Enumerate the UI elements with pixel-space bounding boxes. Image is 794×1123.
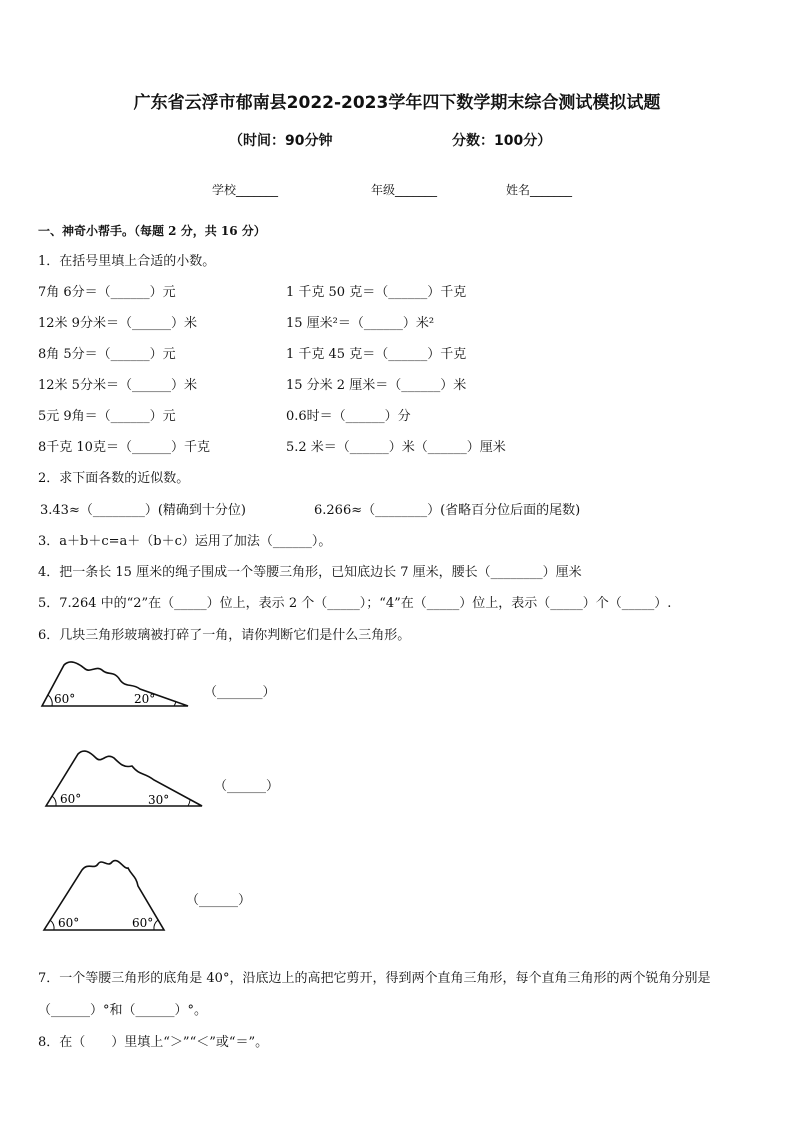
question-7-answers[interactable]: （______）°和（______）°。 [38, 1003, 208, 1018]
angle-label: 20° [134, 692, 156, 706]
q2-item-b[interactable]: 6.266≈（________）(省略百分位后面的尾数) [314, 503, 581, 518]
q1-item[interactable]: 12米 9分米＝（______）米 [38, 316, 197, 331]
angle-label: 60° [60, 792, 82, 806]
page-title: 广东省云浮市郁南县2022-2023学年四下数学期末综合测试模拟试题 [133, 93, 661, 113]
broken-triangle-2 [38, 746, 206, 812]
q1-item[interactable]: 5.2 米＝（______）米（______）厘米 [286, 440, 506, 455]
angle-label: 60° [132, 916, 154, 930]
question-4[interactable]: 4．把一条长 15 厘米的绳子围成一个等腰三角形，已知底边长 7 厘米，腰长（________）厘米 [38, 565, 582, 580]
question-7: 7．一个等腰三角形的底角是 40°，沿底边上的高把它剪开，得到两个直角三角形，每个直角三角形的两个锐角分别是 [38, 971, 711, 986]
angle-label: 60° [58, 916, 80, 930]
q1-item[interactable]: 5元 9角＝（______）元 [38, 409, 176, 424]
name-field[interactable]: 姓名_______ [506, 183, 573, 197]
question-6: 6．几块三角形玻璃被打碎了一角，请你判断它们是什么三角形。 [38, 628, 411, 643]
q1-item[interactable]: 1 千克 45 克＝（______）千克 [286, 347, 467, 362]
q1-item[interactable]: 7角 6分＝（______）元 [38, 285, 176, 300]
q6-answer-1[interactable]: （_______） [204, 685, 276, 700]
grade-field[interactable]: 年级_______ [371, 183, 438, 197]
q2-item-a[interactable]: 3.43≈（________）(精确到十分位) [40, 503, 246, 518]
q1-item[interactable]: 0.6时＝（______）分 [286, 409, 411, 424]
school-field[interactable]: 学校_______ [212, 183, 279, 197]
q1-item[interactable]: 15 分米 2 厘米＝（______）米 [286, 378, 467, 393]
question-5[interactable]: 5．7.264 中的“2”在（_____）位上，表示 2 个（_____）；“4”在（_____）位上，表示（_____）个（_____）. [38, 596, 672, 611]
q1-item[interactable]: 8千克 10克＝（______）千克 [38, 440, 210, 455]
q6-answer-3[interactable]: （______） [186, 893, 252, 908]
broken-triangle-1 [38, 656, 198, 714]
angle-label: 60° [54, 692, 76, 706]
q1-item[interactable]: 1 千克 50 克＝（______）千克 [286, 285, 467, 300]
q6-answer-2[interactable]: （______） [214, 779, 280, 794]
angle-label: 30° [148, 793, 170, 807]
question-1: 1．在括号里填上合适的小数。 [38, 254, 216, 269]
question-2: 2．求下面各数的近似数。 [38, 471, 190, 486]
question-3[interactable]: 3．a＋b＋c=a＋（b＋c）运用了加法（______）。 [38, 534, 332, 549]
section-heading: 一、神奇小帮手。（每题 2 分，共 16 分） [38, 224, 266, 238]
q1-item[interactable]: 15 厘米²＝（______）米² [286, 316, 435, 331]
exam-score: 分数：100分） [452, 133, 552, 149]
exam-time: （时间：90分钟 [229, 133, 333, 149]
question-8: 8．在（ ）里填上“＞”“＜”或“＝”。 [38, 1035, 269, 1050]
q1-item[interactable]: 12米 5分米＝（______）米 [38, 378, 197, 393]
q1-item[interactable]: 8角 5分＝（______）元 [38, 347, 176, 362]
broken-triangle-3 [38, 856, 170, 936]
